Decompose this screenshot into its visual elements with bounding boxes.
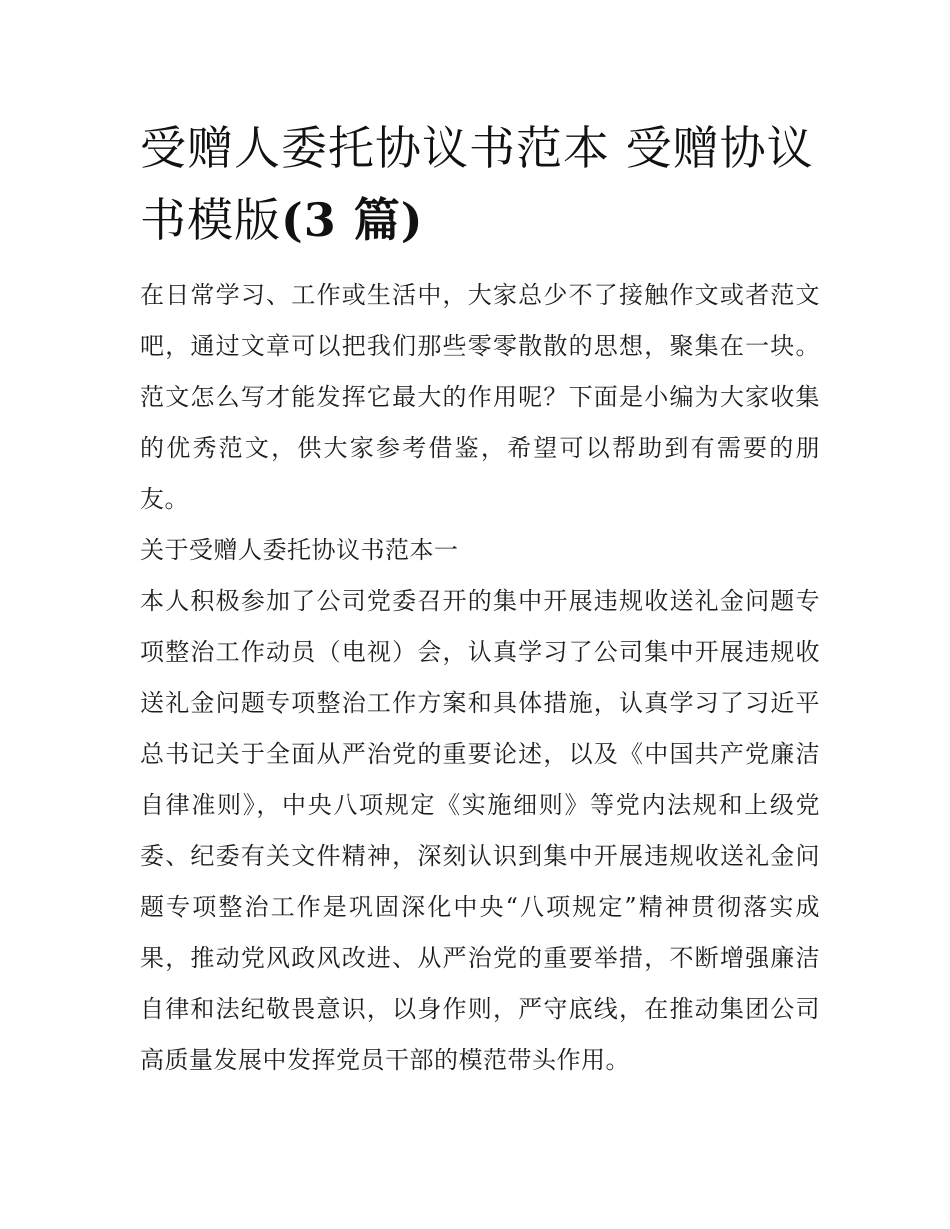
intro-paragraph: 在日常学习、工作或生活中，大家总少不了接触作文或者范文吧，通过文章可以把我们那些零零散散的思想，聚集在一块。范文怎么写才能发挥它最大的作用呢？下面是小编为大家收集的优秀范文，供大家参考借鉴，希望可以帮助到有需要的朋友。 (140, 281, 820, 513)
document-title-main: 受赠人委托协议书范本 受赠协议书模版 (140, 121, 814, 247)
document-content (140, 112, 820, 1086)
document-title (140, 112, 820, 256)
body-paragraph: 本人积极参加了公司党委召开的集中开展违规收送礼金问题专项整治工作动员（电视）会，认真学习了公司集中开展违规收送礼金问题专项整治工作方案和具体措施，认真学习了习近平总书记关于全面从严治党的重要论述，以及《中国共产党廉洁自律准则》，中央八项规定《实施细则》等党内法规和上级党委、纪委有关文件精神，深刻认识到集中开展违规收送礼金问题专项整治工作是巩固深化中央“八项规定”精神贯彻落实成果，推动党风政风改进、从严治党的重要举措，不断增强廉洁自律和法纪敬畏意识，以身作则，严守底线，在推动集团公司高质量发展中发挥党员干部的模范带头作用。 (140, 587, 820, 1074)
section-heading: 关于受赠人委托协议书范本一 (140, 536, 459, 564)
document-title-count: (3 篇) (281, 193, 424, 247)
